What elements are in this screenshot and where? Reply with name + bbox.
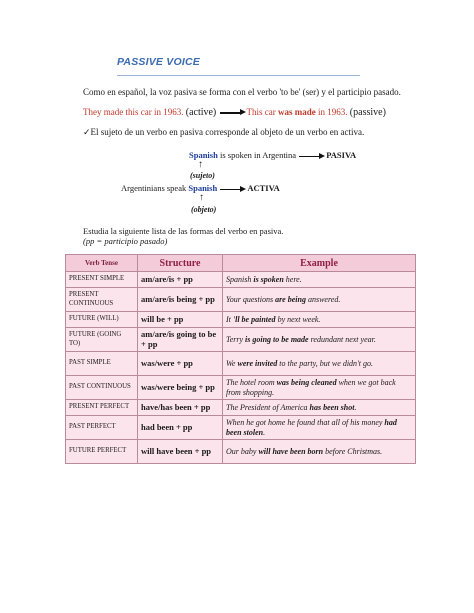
right-arrow-icon [299,153,325,160]
example-text: answered. [305,294,341,304]
structure-cell: am/are/is going to be + pp [138,328,223,352]
example-text: by next week. [275,314,321,324]
active-tag: (active) [185,107,217,118]
example-text: Terry [226,334,246,344]
example-text: before Christmas. [323,446,383,456]
table-row [66,376,416,400]
verb-tense-cell: PRESENT SIMPLE [66,272,138,288]
pasiva-label: PASIVA [326,150,357,160]
study-paragraph: Estudia la siguiente lista de las formas del verbo en pasiva. [83,226,284,236]
intro-paragraph: Como en español, la voz pasiva se forma con el verbo 'to be' (ser) y el participio pasado. [83,87,401,97]
example-verb-highlight: is spoken [253,274,284,284]
active-sentence: They made this car in 1963. [83,107,184,117]
diagram-object: Spanish [188,183,218,193]
structure-cell: had been + pp [138,416,223,440]
example-cell [223,400,416,416]
verb-tense-cell: PAST CONTINUOUS [66,376,138,400]
sujeto-label: (sujeto) [190,171,215,180]
page-title: PASSIVE VOICE [117,56,200,68]
verb-tense-cell: FUTURE PERFECT [66,440,138,464]
header-verb-tense: Verb Tense [66,255,138,272]
right-arrow-icon [220,109,246,116]
pp-note: (pp = participio pasado) [83,236,168,246]
example-verb-highlight: was being cleaned [276,377,337,387]
example-text: to the party, but we didn't go. [277,358,373,368]
structure-cell: am/are/is being + pp [138,288,223,312]
table-row [66,312,416,328]
example-cell [223,376,416,400]
diagram-subject: Spanish [189,150,218,160]
table-row [66,416,416,440]
example-verb-highlight: were invited [237,358,278,368]
passive-forms-table [65,254,416,464]
example-cell [223,416,416,440]
rule-line: ✓El sujeto de un verbo en pasiva corresponde al objeto de un verbo en activa. [83,127,365,137]
verb-tense-cell: PAST SIMPLE [66,352,138,376]
example-text: We [226,358,238,368]
example-verb-highlight: 'll be painted [232,314,276,324]
passive-tag: (passive) [349,107,386,118]
structure-cell: am/are/is + pp [138,272,223,288]
table-row [66,440,416,464]
example-text: here. [283,274,302,284]
example-text: when we got back from shopping. [226,377,396,397]
example-text: . [263,427,266,437]
example-text: Spanish [226,274,254,284]
table-row [66,288,416,312]
table-row [66,272,416,288]
example-cell [223,440,416,464]
example-text: Our baby [226,446,259,456]
header-example: Example [223,255,416,272]
example-sentences [83,107,386,118]
header-structure: Structure [138,255,223,272]
example-cell [223,352,416,376]
example-text: It [226,314,233,324]
passive-sentence: This car was made in 1963. [246,107,348,117]
objeto-label: (objeto) [191,205,217,214]
example-cell [223,288,416,312]
title-underline [117,75,360,76]
verb-tense-cell: PRESENT CONTINUOUS [66,288,138,312]
example-verb-highlight: had been stolen [226,417,397,437]
example-text: When he got home he found that all of his money [226,417,385,427]
up-arrow-icon: ↑ [198,159,203,170]
example-cell [223,312,416,328]
diagram-active-line: Argentinians speak Spanish ACTIVA [121,183,280,193]
example-text: Your questions [226,294,276,304]
table-header-row [66,255,416,272]
example-text: The hotel room [226,377,277,387]
example-text: redundant next year. [308,334,376,344]
checkmark-icon: ✓ [83,127,91,137]
up-arrow-icon: ↑ [199,192,204,203]
activa-label: ACTIVA [247,183,280,193]
table-row [66,400,416,416]
example-cell [223,272,416,288]
structure-cell: have/has been + pp [138,400,223,416]
verb-tense-cell: FUTURE (GOING TO) [66,328,138,352]
example-text: . [354,402,357,412]
verb-tense-cell: PRESENT PERFECT [66,400,138,416]
diagram-passive-line: Spanish is spoken in Argentina PASIVA [189,150,357,160]
verb-tense-cell: FUTURE (WILL) [66,312,138,328]
structure-cell: was/were being + pp [138,376,223,400]
example-text: The President of America [226,402,310,412]
example-cell [223,328,416,352]
structure-cell: will have been + pp [138,440,223,464]
example-verb-highlight: is going to be made [245,334,309,344]
structure-cell: was/were + pp [138,352,223,376]
verb-tense-cell: PAST PERFECT [66,416,138,440]
example-verb-highlight: has been shot [309,402,355,412]
example-verb-highlight: will have been born [258,446,324,456]
table-row [66,328,416,352]
structure-cell: will be + pp [138,312,223,328]
table-row [66,352,416,376]
right-arrow-icon [220,186,246,193]
example-verb-highlight: are being [275,294,306,304]
